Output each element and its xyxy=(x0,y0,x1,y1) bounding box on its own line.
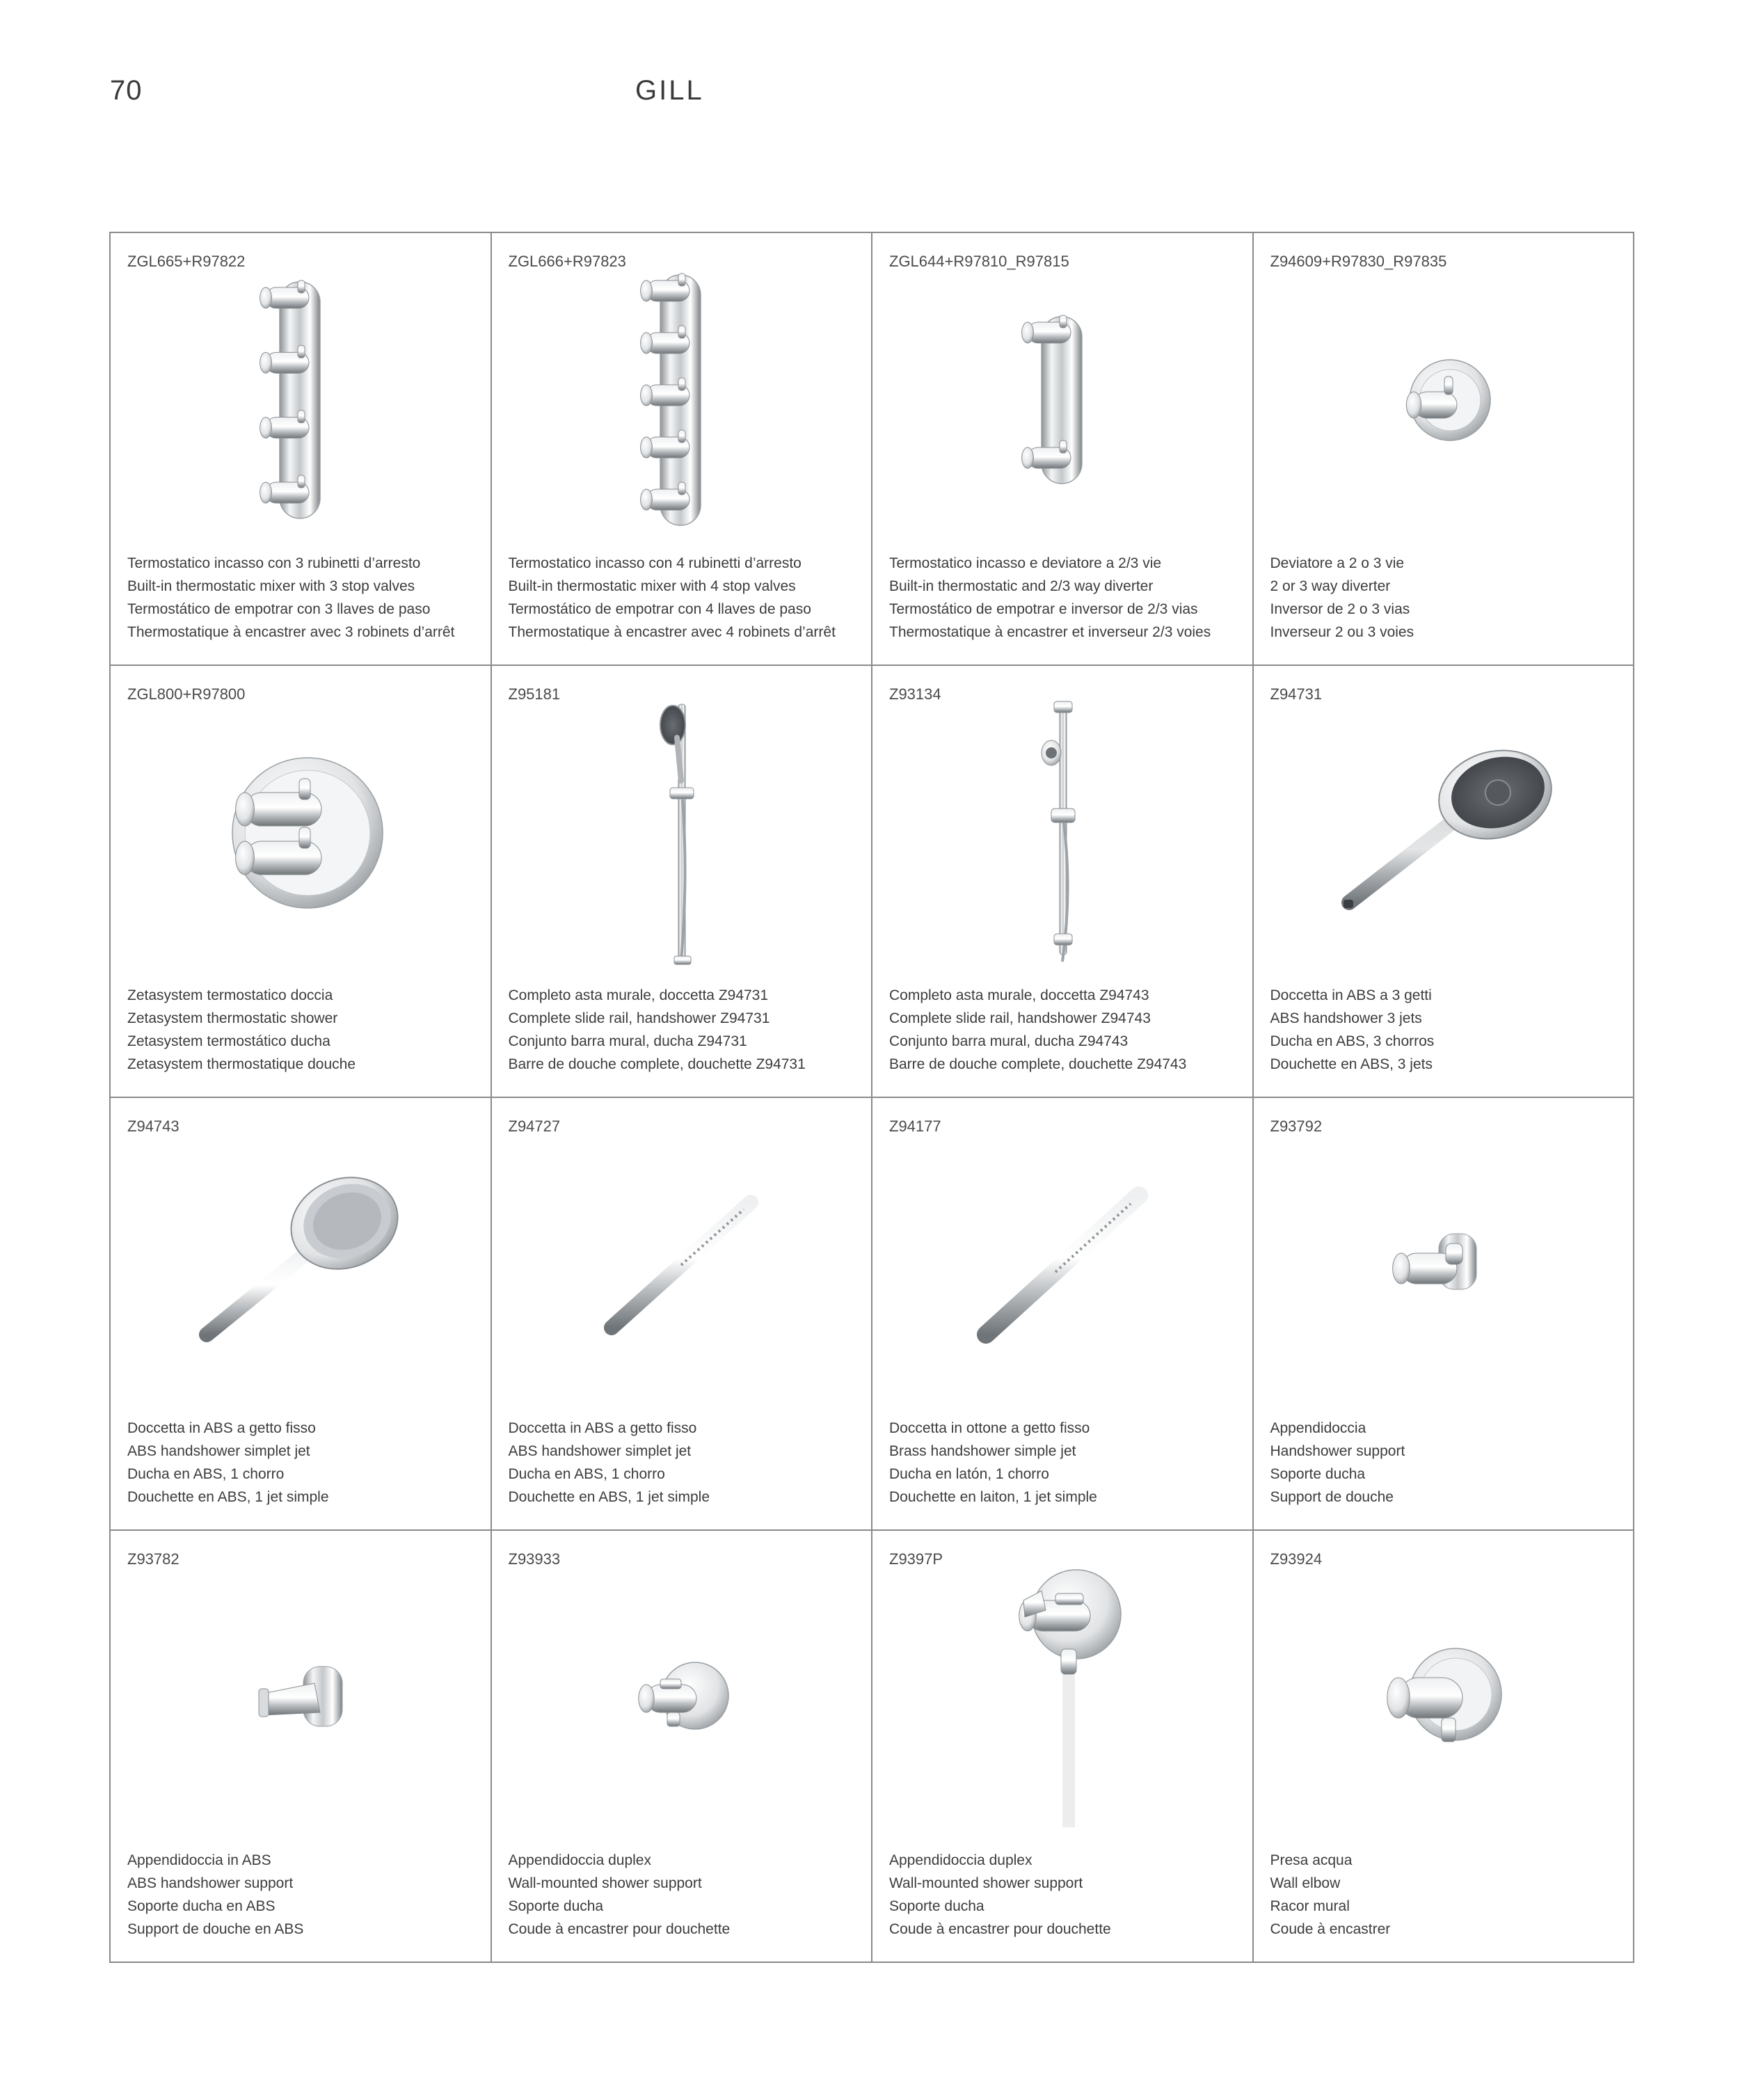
description-line: Appendidoccia duplex xyxy=(889,1852,1033,1868)
product-code: Z93134 xyxy=(889,685,941,703)
page-number: 70 xyxy=(110,75,143,106)
brass-stick-handshower-image xyxy=(872,1147,1252,1383)
description-line: Thermostatique à encastrer avec 4 robinets d’arrêt xyxy=(508,623,836,640)
description-line: Douchette en ABS, 1 jet simple xyxy=(508,1488,710,1505)
product-description xyxy=(509,552,862,644)
product-code: ZGL666+R97823 xyxy=(508,253,626,270)
description-line: Wall elbow xyxy=(1270,1875,1341,1891)
description-line: Zetasystem thermostatic shower xyxy=(127,1010,338,1026)
product-code: Z95181 xyxy=(508,685,561,703)
product-description xyxy=(127,1417,481,1509)
product-code: Z94731 xyxy=(1270,685,1323,703)
duplex-support-with-hose-image xyxy=(872,1580,1252,1816)
description-line: Zetasystem termostático ducha xyxy=(127,1033,330,1049)
product-grid xyxy=(109,232,1634,1963)
product-description xyxy=(127,552,481,644)
description-line: Conjunto barra mural, ducha Z94743 xyxy=(889,1033,1129,1049)
product-card xyxy=(492,1531,873,1964)
product-code: Z93933 xyxy=(508,1550,561,1568)
product-card xyxy=(492,1098,873,1531)
description-line: Support de douche xyxy=(1270,1488,1394,1505)
handshower-simple-jet-image xyxy=(111,1147,491,1383)
product-card xyxy=(1254,1098,1635,1531)
product-code: Z93924 xyxy=(1270,1550,1323,1568)
product-card xyxy=(111,1098,492,1531)
description-line: Douchette en ABS, 3 jets xyxy=(1270,1056,1433,1072)
description-line: Thermostatique à encastrer avec 3 robinets d’arrêt xyxy=(127,623,455,640)
product-code: Z94609+R97830_R97835 xyxy=(1270,253,1447,270)
product-card xyxy=(1254,233,1635,666)
description-line: ABS handshower simplet jet xyxy=(508,1442,692,1459)
product-description xyxy=(1270,1417,1624,1509)
product-description xyxy=(889,1417,1243,1509)
description-line: Wall-mounted shower support xyxy=(508,1875,702,1891)
description-line: Soporte ducha xyxy=(1270,1465,1366,1482)
description-line: Coude à encastrer xyxy=(1270,1921,1391,1937)
description-line: Doccetta in ABS a getto fisso xyxy=(508,1419,697,1436)
description-line: Ducha en latón, 1 chorro xyxy=(889,1465,1049,1482)
product-card xyxy=(111,233,492,666)
wall-elbow-image xyxy=(1254,1580,1634,1816)
description-line: Doccetta in ottone a getto fisso xyxy=(889,1419,1090,1436)
description-line: Barre de douche complete, douchette Z94743 xyxy=(889,1056,1187,1072)
description-line: ABS handshower simplet jet xyxy=(127,1442,310,1459)
slide-rail-round-head-image xyxy=(492,715,872,951)
description-line: Barre de douche complete, douchette Z94731 xyxy=(508,1056,806,1072)
description-line: Termostatico incasso con 3 rubinetti d’arresto xyxy=(127,555,421,571)
description-line: Built-in thermostatic mixer with 4 stop valves xyxy=(508,578,796,594)
product-code: Z94177 xyxy=(889,1117,941,1135)
description-line: Zetasystem thermostatique douche xyxy=(127,1056,356,1072)
description-line: Coude à encastrer pour douchette xyxy=(508,1921,731,1937)
product-description xyxy=(1270,984,1624,1076)
description-line: Wall-mounted shower support xyxy=(889,1875,1083,1891)
description-line: Termostático de empotrar con 4 llaves de paso xyxy=(508,600,811,617)
round-thermostat-image xyxy=(111,715,491,951)
description-line: Douchette en ABS, 1 jet simple xyxy=(127,1488,329,1505)
product-card xyxy=(1254,666,1635,1099)
product-card xyxy=(492,233,873,666)
product-description xyxy=(509,1849,862,1941)
description-line: Thermostatique à encastrer et inverseur 2/3 voies xyxy=(889,623,1211,640)
description-line: Coude à encastrer pour douchette xyxy=(889,1921,1111,1937)
description-line: Soporte ducha xyxy=(508,1898,604,1914)
description-line: 2 or 3 way diverter xyxy=(1270,578,1391,594)
product-card xyxy=(872,1531,1254,1964)
product-description xyxy=(509,1417,862,1509)
product-card xyxy=(111,666,492,1099)
product-description xyxy=(127,1849,481,1941)
description-line: Soporte ducha xyxy=(889,1898,984,1914)
description-line: Support de douche en ABS xyxy=(127,1921,304,1937)
description-line: Doccetta in ABS a getto fisso xyxy=(127,1419,316,1436)
description-line: Termostatico incasso con 4 rubinetti d’arresto xyxy=(508,555,802,571)
thermostatic-mixer-diverter-image xyxy=(872,282,1252,518)
description-line: Handshower support xyxy=(1270,1442,1405,1459)
description-line: Zetasystem termostatico doccia xyxy=(127,987,333,1003)
product-code: Z94727 xyxy=(508,1117,561,1135)
description-line: Appendidoccia xyxy=(1270,1419,1366,1436)
description-line: Conjunto barra mural, ducha Z94731 xyxy=(508,1033,747,1049)
description-line: Ducha en ABS, 1 chorro xyxy=(127,1465,285,1482)
product-description xyxy=(889,1849,1243,1941)
product-description xyxy=(1270,552,1624,644)
description-line: Racor mural xyxy=(1270,1898,1350,1914)
diverter-knob-image xyxy=(1254,282,1634,518)
description-line: Completo asta murale, doccetta Z94743 xyxy=(889,987,1149,1003)
description-line: ABS handshower support xyxy=(127,1875,294,1891)
product-card xyxy=(111,1531,492,1964)
stick-handshower-image xyxy=(492,1147,872,1383)
description-line: Inversor de 2 o 3 vias xyxy=(1270,600,1410,617)
description-line: Completo asta murale, doccetta Z94731 xyxy=(508,987,769,1003)
product-card xyxy=(872,1098,1254,1531)
collection-title: GILL xyxy=(635,75,704,106)
description-line: Brass handshower simple jet xyxy=(889,1442,1076,1459)
description-line: Ducha en ABS, 1 chorro xyxy=(508,1465,665,1482)
description-line: Termostático de empotrar e inversor de 2/3 vias xyxy=(889,600,1198,617)
description-line: Built-in thermostatic mixer with 3 stop valves xyxy=(127,578,415,594)
description-line: Termostático de empotrar con 3 llaves de paso xyxy=(127,600,431,617)
description-line: Complete slide rail, handshower Z94743 xyxy=(889,1010,1151,1026)
product-description xyxy=(509,984,862,1076)
product-code: Z93792 xyxy=(1270,1117,1323,1135)
description-line: Complete slide rail, handshower Z94731 xyxy=(508,1010,770,1026)
product-card xyxy=(872,233,1254,666)
slide-rail-small-head-image xyxy=(872,715,1252,951)
product-description xyxy=(889,984,1243,1076)
description-line: Appendidoccia duplex xyxy=(508,1852,651,1868)
product-description xyxy=(127,984,481,1076)
abs-handshower-support-image xyxy=(111,1580,491,1816)
product-card xyxy=(1254,1531,1635,1964)
description-line: Soporte ducha en ABS xyxy=(127,1898,276,1914)
thermostatic-mixer-3-handles-image xyxy=(111,282,491,518)
description-line: Presa acqua xyxy=(1270,1852,1353,1868)
product-description xyxy=(1270,1849,1624,1941)
product-code: Z94743 xyxy=(127,1117,180,1135)
description-line: Appendidoccia in ABS xyxy=(127,1852,271,1868)
product-code: ZGL665+R97822 xyxy=(127,253,246,270)
description-line: Inverseur 2 ou 3 voies xyxy=(1270,623,1414,640)
product-card xyxy=(872,666,1254,1099)
description-line: Ducha en ABS, 3 chorros xyxy=(1270,1033,1435,1049)
thermostatic-mixer-4-handles-image xyxy=(492,282,872,518)
product-description xyxy=(889,552,1243,644)
description-line: Built-in thermostatic and 2/3 way diverter xyxy=(889,578,1154,594)
description-line: ABS handshower 3 jets xyxy=(1270,1010,1422,1026)
duplex-support-image xyxy=(492,1580,872,1816)
product-code: ZGL800+R97800 xyxy=(127,685,246,703)
product-card xyxy=(492,666,873,1099)
description-line: Doccetta in ABS a 3 getti xyxy=(1270,987,1432,1003)
description-line: Termostatico incasso e deviatore a 2/3 vie xyxy=(889,555,1162,571)
description-line: Douchette en laiton, 1 jet simple xyxy=(889,1488,1097,1505)
product-code: Z9397P xyxy=(889,1550,943,1568)
product-code: Z93782 xyxy=(127,1550,180,1568)
handshower-support-image xyxy=(1254,1147,1634,1383)
description-line: Deviatore a 2 o 3 vie xyxy=(1270,555,1405,571)
product-code: ZGL644+R97810_R97815 xyxy=(889,253,1069,270)
handshower-3-jets-image xyxy=(1254,715,1634,951)
